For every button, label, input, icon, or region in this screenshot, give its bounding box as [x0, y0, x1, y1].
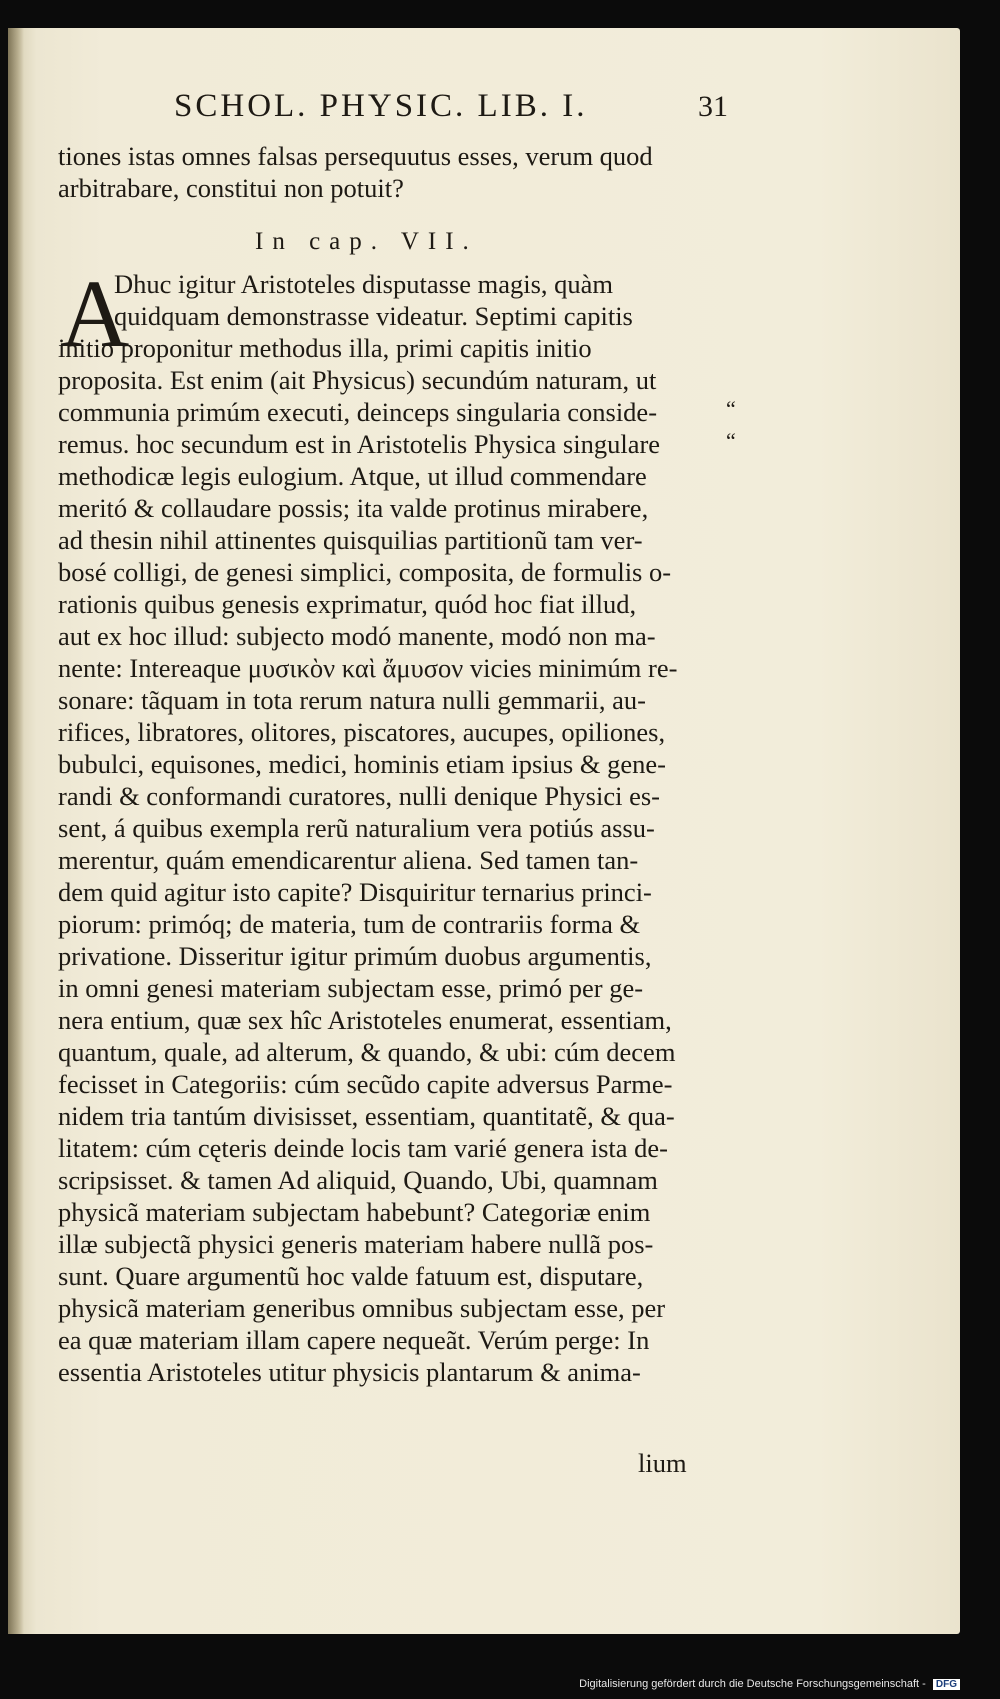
margin-quote-mark: “	[726, 428, 736, 453]
text-line: methodicæ legis eulogium. Atque, ut illud commendare	[58, 461, 647, 491]
text-line: tiones istas omnes falsas persequutus esses, verum quod	[58, 141, 653, 171]
text-line: dem quid agitur isto capite? Disquiritur ternarius princi-	[58, 877, 652, 907]
text-line: physicã materiam subjectam habebunt? Categoriæ enim	[58, 1197, 651, 1227]
text-line: nente: Intereaque μυσικὸν καὶ ἄμυσον vicies minimúm re-	[58, 653, 678, 683]
text-line: in omni genesi materiam subjectam esse, primó per ge-	[58, 973, 644, 1003]
text-line: meritó & collaudare possis; ita valde protinus mirabere,	[58, 493, 649, 523]
text-line: nidem tria tantúm divisisset, essentiam, quantitatẽ, & qua-	[58, 1101, 675, 1131]
text-line: merentur, quám emendicarentur aliena. Sed tamen tan-	[58, 845, 639, 875]
text-line: litatem: cúm cęteris deinde locis tam varié genera ista de-	[58, 1133, 668, 1163]
text-line: quantum, quale, ad alterum, & quando, & ubi: cúm decem	[58, 1037, 676, 1067]
text-line: sonare: tãquam in tota rerum natura nulli gemmarii, au-	[58, 685, 646, 715]
text-line: bubulci, equisones, medici, hominis etiam ipsius & gene-	[58, 749, 666, 779]
text-line: rationis quibus genesis exprimatur, quód hoc fiat illud,	[58, 589, 637, 619]
text-line: initio proponitur methodus illa, primi capitis initio	[58, 333, 592, 363]
text-line: remus. hoc secundum est in Aristotelis Physica singulare	[58, 429, 661, 459]
text-line: rifices, libratores, olitores, piscatores, aucupes, opiliones,	[58, 717, 666, 747]
text-line: fecisset in Categoriis: cúm secũdo capite adversus Parme-	[58, 1069, 673, 1099]
text-line: aut ex hoc illud: subjecto modó manente, modó non ma-	[58, 621, 656, 651]
text-line: randi & conformandi curatores, nulli denique Physici es-	[58, 781, 660, 811]
text-line: sent, á quibus exempla rerũ naturalium vera potiús assu-	[58, 813, 655, 843]
text-line: physicã materiam generibus omnibus subjectam esse, per	[58, 1293, 666, 1323]
text-line: piorum: primóq; de materia, tum de contrariis forma &	[58, 909, 641, 939]
page-number: 31	[698, 90, 728, 123]
text-line: bosé colligi, de genesi simplici, composita, de formulis o-	[58, 557, 672, 587]
dfg-logo: DFG	[933, 1679, 960, 1690]
catchword: lium	[638, 1448, 687, 1478]
text-line: privatione. Disseritur igitur primúm duobus argumentis,	[58, 941, 652, 971]
running-head: SCHOL. PHYSIC. LIB. I.	[174, 88, 588, 124]
text-line: proposita. Est enim (ait Physicus) secundúm naturam, ut	[58, 365, 657, 395]
text-line: illæ subjectã physici generis materiam habere nullã pos-	[58, 1229, 654, 1259]
text-line: scripsisset. & tamen Ad aliquid, Quando, Ubi, quamnam	[58, 1165, 658, 1195]
text-line: arbitrabare, constitui non potuit?	[58, 173, 404, 203]
chapter-heading: In cap. VII.	[255, 228, 478, 255]
text-line: ad thesin nihil attinentes quisquilias partitionũ tam ver-	[58, 525, 643, 555]
text-line: nera entium, quæ sex hîc Aristoteles enumerat, essentiam,	[58, 1005, 672, 1035]
text-line: quidquam demonstrasse videatur. Septimi capitis	[114, 301, 633, 331]
credit-text: Digitalisierung gefördert durch die Deutsche Forschungsgemeinschaft -	[579, 1678, 926, 1690]
margin-quote-mark: “	[726, 396, 736, 421]
book-page	[8, 28, 960, 1634]
text-line: ea quæ materiam illam capere nequeãt. Verúm perge: In	[58, 1325, 650, 1355]
page-gutter-shadow	[8, 28, 24, 1634]
text-line: communia primúm executi, deinceps singularia conside-	[58, 397, 658, 427]
digitization-credit	[579, 1678, 960, 1690]
drop-capital: A	[60, 260, 130, 367]
text-line: Dhuc igitur Aristoteles disputasse magis, quàm	[114, 269, 614, 299]
text-line: essentia Aristoteles utitur physicis plantarum & anima-	[58, 1357, 641, 1387]
text-line: sunt. Quare argumentũ hoc valde fatuum est, disputare,	[58, 1261, 644, 1291]
